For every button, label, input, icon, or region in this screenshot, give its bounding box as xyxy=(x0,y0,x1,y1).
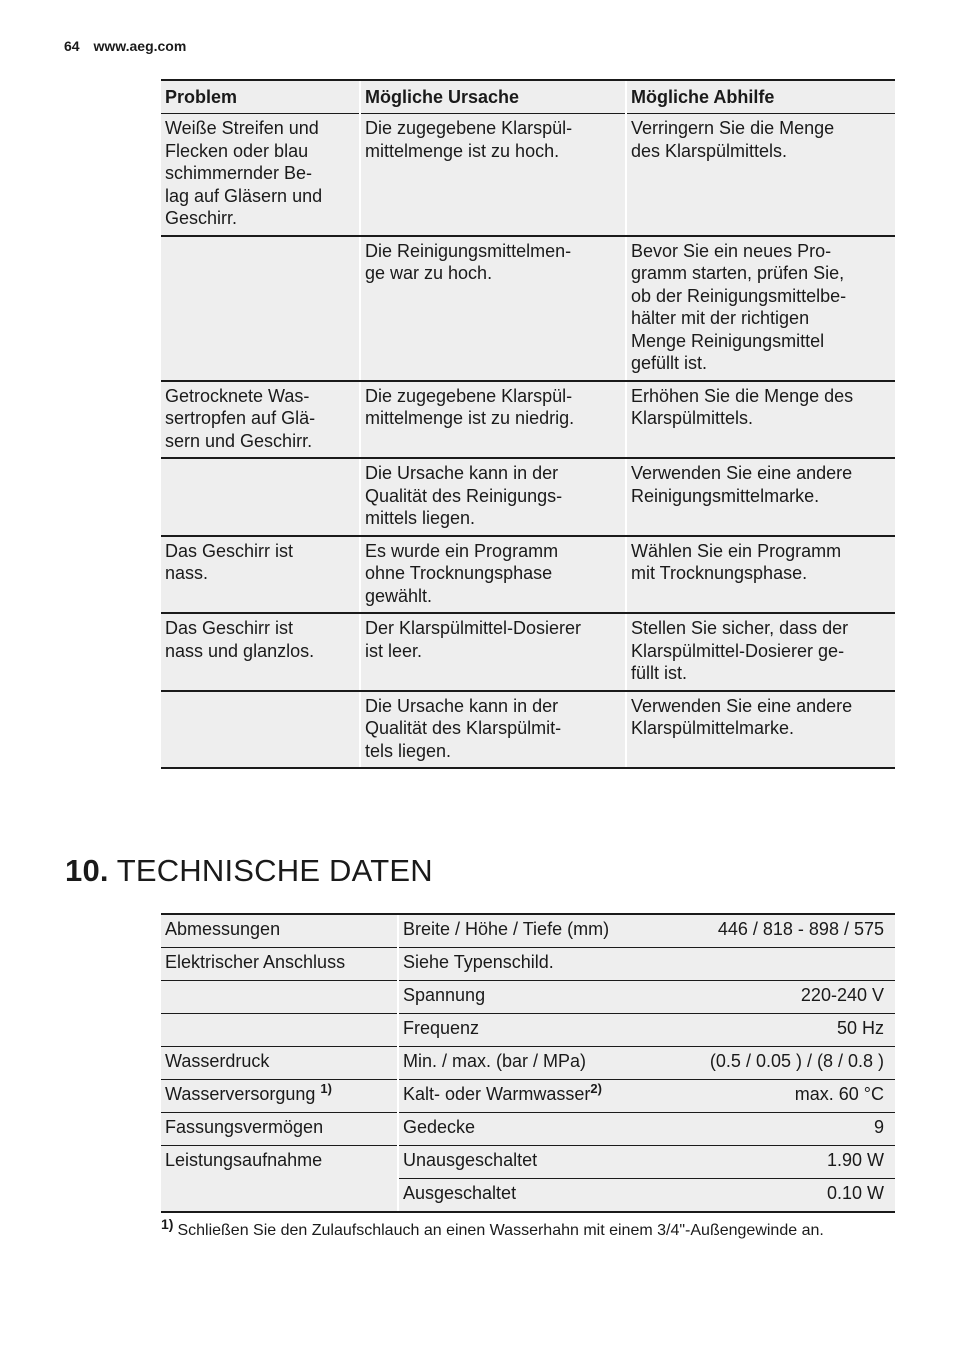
footnote-ref: 1) xyxy=(320,1081,332,1096)
website-link[interactable]: www.aeg.com xyxy=(93,38,187,54)
spec-key: Leistungsaufnahme xyxy=(161,1146,398,1179)
spec-label: Kalt- oder Warmwasser xyxy=(403,1084,591,1104)
spec-value xyxy=(696,948,895,981)
spec-value: 1.90 W xyxy=(696,1146,895,1179)
table-row xyxy=(161,613,895,691)
column-header-cause: Mögliche Ursache xyxy=(360,80,626,114)
problem-cell: Getrocknete Was- sertropfen auf Glä- sern und Geschirr. xyxy=(161,381,360,459)
cause-cell: Die zugegebene Klarspül- mittelmenge ist zu niedrig. xyxy=(360,381,626,459)
table-row xyxy=(161,1014,895,1047)
page-number: 64 xyxy=(64,38,80,54)
table-row xyxy=(161,114,895,236)
section-heading xyxy=(65,853,433,889)
table-row xyxy=(161,691,895,769)
section-title: TECHNISCHE DATEN xyxy=(116,853,433,888)
cause-cell: Der Klarspülmittel-Dosierer ist leer. xyxy=(360,613,626,691)
problem-cell xyxy=(161,691,360,769)
table-row xyxy=(161,381,895,459)
spec-value: 0.10 W xyxy=(696,1179,895,1213)
table-row xyxy=(161,1047,895,1080)
spec-key xyxy=(161,981,398,1014)
column-header-problem: Problem xyxy=(161,80,360,114)
troubleshooting-table xyxy=(161,79,895,769)
spec-value: 446 / 818 - 898 / 575 xyxy=(696,914,895,948)
problem-cell xyxy=(161,458,360,536)
footnote xyxy=(161,1215,891,1241)
remedy-cell: Bevor Sie ein neues Pro- gramm starten, prüfen Sie, ob der Reinigungsmittelbe- hälter mit der richtigen Menge Reinigungsmittel gefüllt ist. xyxy=(626,236,895,381)
remedy-cell: Erhöhen Sie die Menge des Klarspülmittels. xyxy=(626,381,895,459)
spec-label: Siehe Typenschild. xyxy=(398,948,696,981)
footnote-ref: 2) xyxy=(590,1081,602,1096)
spec-value: 9 xyxy=(696,1113,895,1146)
table-row xyxy=(161,1080,895,1113)
table-row xyxy=(161,536,895,614)
spec-label: Ausgeschaltet xyxy=(398,1179,696,1213)
spec-key: Wasserversorgung xyxy=(165,1084,316,1104)
spec-key xyxy=(161,1179,398,1213)
spec-label: Frequenz xyxy=(398,1014,696,1047)
spec-value: (0.5 / 0.05 ) / (8 / 0.8 ) xyxy=(696,1047,895,1080)
spec-key: Wasserdruck xyxy=(161,1047,398,1080)
remedy-cell: Wählen Sie ein Programm mit Trocknungsphase. xyxy=(626,536,895,614)
spec-label: Spannung xyxy=(398,981,696,1014)
remedy-cell: Stellen Sie sicher, dass der Klarspülmittel-Dosierer ge- füllt ist. xyxy=(626,613,895,691)
spec-key-cell xyxy=(161,1080,398,1113)
cause-cell: Es wurde ein Programm ohne Trocknungsphase gewählt. xyxy=(360,536,626,614)
problem-cell: Weiße Streifen und Flecken oder blau schimmernder Be- lag auf Gläsern und Geschirr. xyxy=(161,114,360,236)
spec-key: Fassungsvermögen xyxy=(161,1113,398,1146)
spec-value: 220-240 V xyxy=(696,981,895,1014)
table-row xyxy=(161,1179,895,1213)
technical-data-table xyxy=(161,913,895,1213)
remedy-cell: Verwenden Sie eine andere Klarspülmittelmarke. xyxy=(626,691,895,769)
spec-key xyxy=(161,1014,398,1047)
footnote-text: Schließen Sie den Zulaufschlauch an einen Wasserhahn mit einem 3/4"-Außengewinde an. xyxy=(177,1222,824,1239)
table-row xyxy=(161,948,895,981)
spec-key: Abmessungen xyxy=(161,914,398,948)
table-row xyxy=(161,1146,895,1179)
cause-cell: Die Ursache kann in der Qualität des Reinigungs- mittels liegen. xyxy=(360,458,626,536)
table-header-row xyxy=(161,80,895,114)
page-header xyxy=(64,38,186,54)
cause-cell: Die Reinigungsmittelmen- ge war zu hoch. xyxy=(360,236,626,381)
footnote-mark: 1) xyxy=(161,1215,174,1232)
table-row xyxy=(161,236,895,381)
cause-cell: Die Ursache kann in der Qualität des Klarspülmit- tels liegen. xyxy=(360,691,626,769)
problem-cell xyxy=(161,236,360,381)
spec-label: Gedecke xyxy=(398,1113,696,1146)
table-row xyxy=(161,914,895,948)
column-header-remedy: Mögliche Abhilfe xyxy=(626,80,895,114)
section-number: 10. xyxy=(65,853,109,888)
spec-value: 50 Hz xyxy=(696,1014,895,1047)
remedy-cell: Verwenden Sie eine andere Reinigungsmittelmarke. xyxy=(626,458,895,536)
remedy-cell: Verringern Sie die Menge des Klarspülmittels. xyxy=(626,114,895,236)
spec-label: Breite / Höhe / Tiefe (mm) xyxy=(398,914,696,948)
problem-cell: Das Geschirr ist nass. xyxy=(161,536,360,614)
spec-value: max. 60 °C xyxy=(696,1080,895,1113)
spec-label-cell xyxy=(398,1080,696,1113)
spec-label: Min. / max. (bar / MPa) xyxy=(398,1047,696,1080)
table-row xyxy=(161,981,895,1014)
problem-cell: Das Geschirr ist nass und glanzlos. xyxy=(161,613,360,691)
table-row xyxy=(161,1113,895,1146)
spec-key: Elektrischer Anschluss xyxy=(161,948,398,981)
cause-cell: Die zugegebene Klarspül- mittelmenge ist zu hoch. xyxy=(360,114,626,236)
spec-label: Unausgeschaltet xyxy=(398,1146,696,1179)
table-row xyxy=(161,458,895,536)
